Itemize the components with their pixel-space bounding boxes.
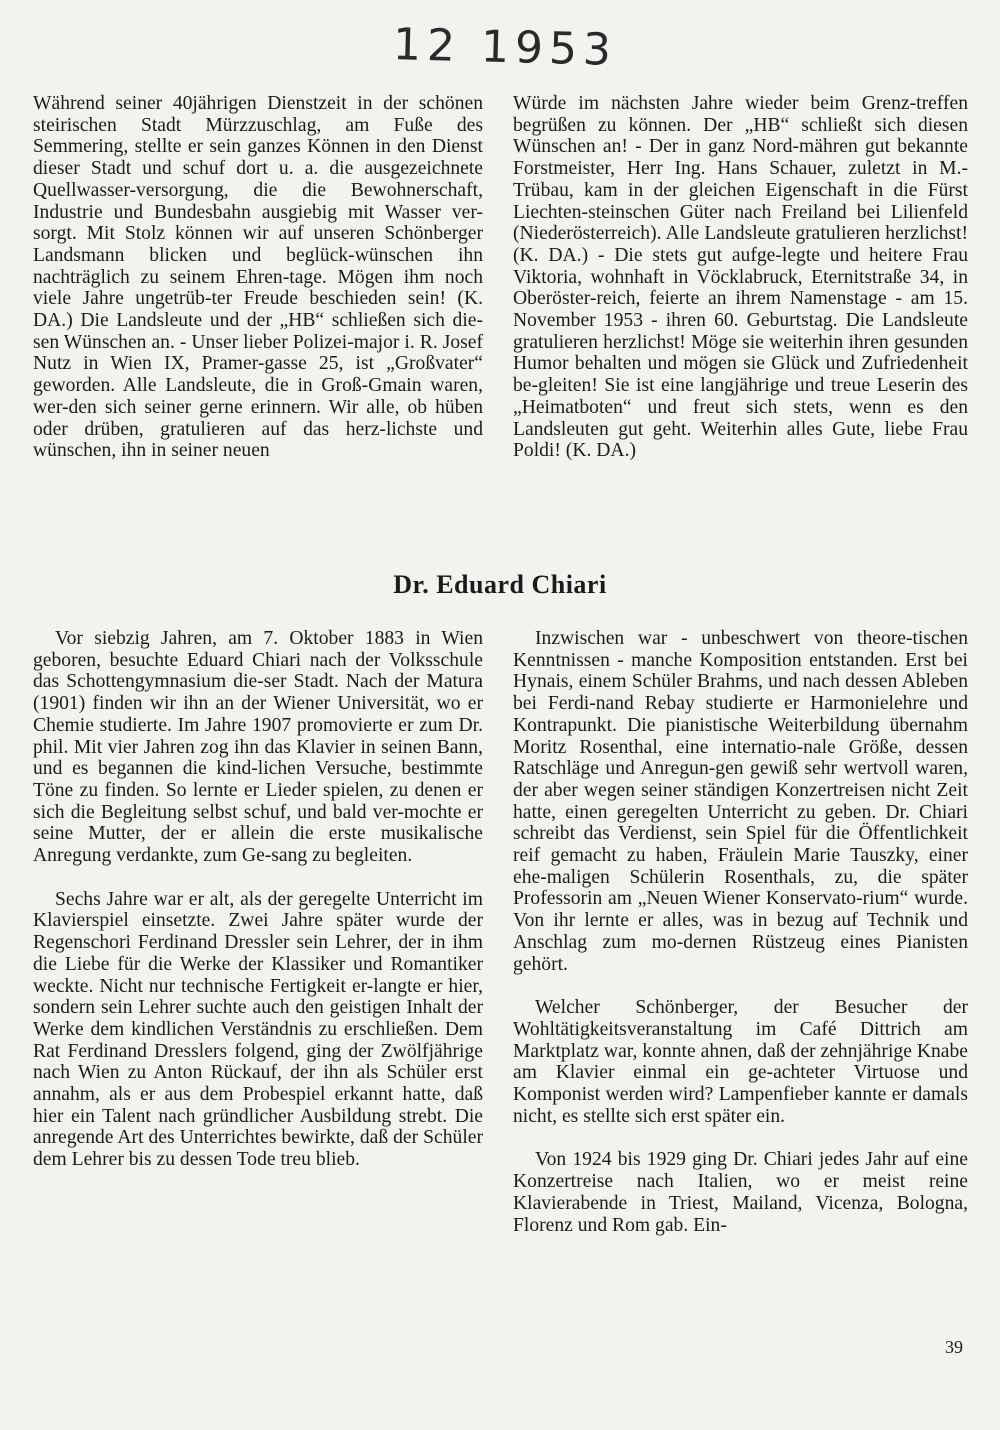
article-paragraph: Von 1924 bis 1929 ging Dr. Chiari jedes Jahr auf eine Konzertreise nach Italien, wo er meist reine Klavierabende in Triest, Mailand, Vicenza, Bologna, Florenz und Rom gab. Ein- xyxy=(513,1149,968,1236)
article-title: Dr. Eduard Chiari xyxy=(393,570,607,599)
article-right-column xyxy=(513,628,968,1236)
article-paragraph: Inzwischen war - unbeschwert von theore-tischen Kenntnissen - manche Komposition entstanden. Erst bei Hynais, einem Schüler Brahms, und nach dessen Ableben bei Ferdi-nand Rebay studierte er Harmonielehre und Kontrapunkt. Die pianistische Weiterbildung übernahm Moritz Rosenthal, eine internatio-nale Größe, dessen Ratschläge und Anregun-gen gewiß sehr wertvoll waren, der aber wegen seiner ständigen Konzertreisen nicht Zeit hatte, einen geregelten Unterricht zu geben. Dr. Chiari schreibt das Verdienst, sein Spiel für die Öffentlichkeit reif gemacht zu haben, Fräulein Marie Tauszky, einer ehe-maligen Schülerin Rosenthals, zu, die später Professorin am „Neuen Wiener Konservato-rium“ wurde. Von ihr lernte er alles, was in bezug auf Technik und Anschlag zum mo-dernen Rüstzeug eines Pianisten gehört. xyxy=(513,628,968,975)
top-left-paragraph: Während seiner 40jährigen Dienstzeit in der schönen steirischen Stadt Mürzzuschlag, am Fuße des Semmering, stellte er sein ganzes Können in den Dienst dieser Stadt und schuf dort u. a. die ausgezeichnete Quellwasser-versorgung, die die Bewohnerschaft, Industrie und Bundesbahn ausgiebig mit Wasser ver-sorgt. Mit Stolz können wir auf unseren Schönberger Landsmann blicken und beglück-wünschen ihn nachträglich zu seinem Ehren-tage. Mögen ihm noch viele Jahre ungetrüb-ter Freude beschieden sein! (K. DA.) Die Landsleute und der „HB“ schließen sich die-sen Wünschen an. - Unser lieber Polizei-major i. R. Josef Nutz in Wien IX, Pramer-gasse 25, ist „Großvater“ geworden. Alle Landsleute, die in Groß-Gmain waren, wer-den sich seiner gerne erinnern. Wir alle, ob hüben oder drüben, gratulieren auf das herz-lichste und wünschen, ihn in seiner neuen xyxy=(33,93,483,462)
article-paragraph: Welcher Schönberger, der Besucher der Wohltätigkeitsveranstaltung im Café Dittrich am Marktplatz war, konnte ahnen, daß der zehnjährige Knabe am Klavier einmal ein ge-achteter Virtuose und Komponist werden wird? Lampenfieber kannte er damals nicht, es stellte sich erst später ein. xyxy=(513,997,968,1127)
article-left-column xyxy=(33,628,483,1171)
page-number: 39 xyxy=(945,1337,963,1357)
article-paragraph: Vor siebzig Jahren, am 7. Oktober 1883 in Wien geboren, besuchte Eduard Chiari nach der Volksschule das Schottengymnasium die-ser Stadt. Nach der Matura (1901) finden wir ihn an der Wiener Universität, wo er Chemie studierte. Im Jahre 1907 promovierte er zum Dr. phil. Mit vier Jahren zog ihn das Klavier in seinen Bann, und es begannen die kind-lichen Versuche, bestimmte Töne zu finden. So lernte er Lieder spielen, zu denen er sich die Begleitung selbst schuf, und bald ver-mochte er seine Mutter, der er allein die erste musikalische Anregung verdankte, zum Ge-sang zu begleiten. xyxy=(33,628,483,867)
top-left-column xyxy=(33,93,483,462)
top-right-paragraph: Würde im nächsten Jahre wieder beim Grenz-treffen begrüßen zu können. Der „HB“ schließt sich diesen Wünschen an! - Der in ganz Nord-mähren gut bekannte Forstmeister, Herr Ing. Hans Schauer, zuletzt in M.-Trübau, kam in der gleichen Eigenschaft in die Fürst Liechten-steinschen Güter nach Freiland bei Lilienfeld (Niederösterreich). Alle Landsleute gratulieren herzlichst! (K. DA.) - Die stets gut aufge-legte und heitere Frau Viktoria, wohnhaft in Vöcklabruck, Eternitstraße 34, in Oberöster-reich, feierte an ihrem Namenstage - am 15. November 1953 - ihren 60. Geburtstag. Die Landsleute gratulieren herzlichst! Möge sie weiterhin ihren gesunden Humor behalten und mögen sie Glück und Zufriedenheit be-gleiten! Sie ist eine langjährige und treue Leserin des „Heimatboten“ und freut sich stets, wenn es den Landsleuten gut geht. Weiterhin alles Gute, liebe Frau Poldi! (K. DA.) xyxy=(513,93,968,462)
article-paragraph: Sechs Jahre war er alt, als der geregelte Unterricht im Klavierspiel einsetzte. Zwei Jahre später wurde der Regenschori Ferdinand Dressler sein Lehrer, der in ihm die Liebe für die Werke der Klassiker und Romantiker weckte. Nicht nur technische Fertigkeit er-langte er hier, sondern sein Lehrer suchte auch den geistigen Inhalt der Werke dem kindlichen Verständnis zu erschließen. Dem Rat Ferdinand Dresslers folgend, ging der Zwölfjährige nach Wien zu Anton Rückauf, der ihn als Schüler erst annahm, als er aus dem Probespiel erkannt hatte, daß hier ein Talent nach gründlicher Ausbildung strebt. Die anregende Art des Unterrichtes bewirkte, daß der Schüler dem Lehrer bis zu dessen Tode treu blieb. xyxy=(33,888,483,1171)
top-right-column xyxy=(513,93,968,462)
handwritten-date: 12 1953 xyxy=(392,19,618,76)
